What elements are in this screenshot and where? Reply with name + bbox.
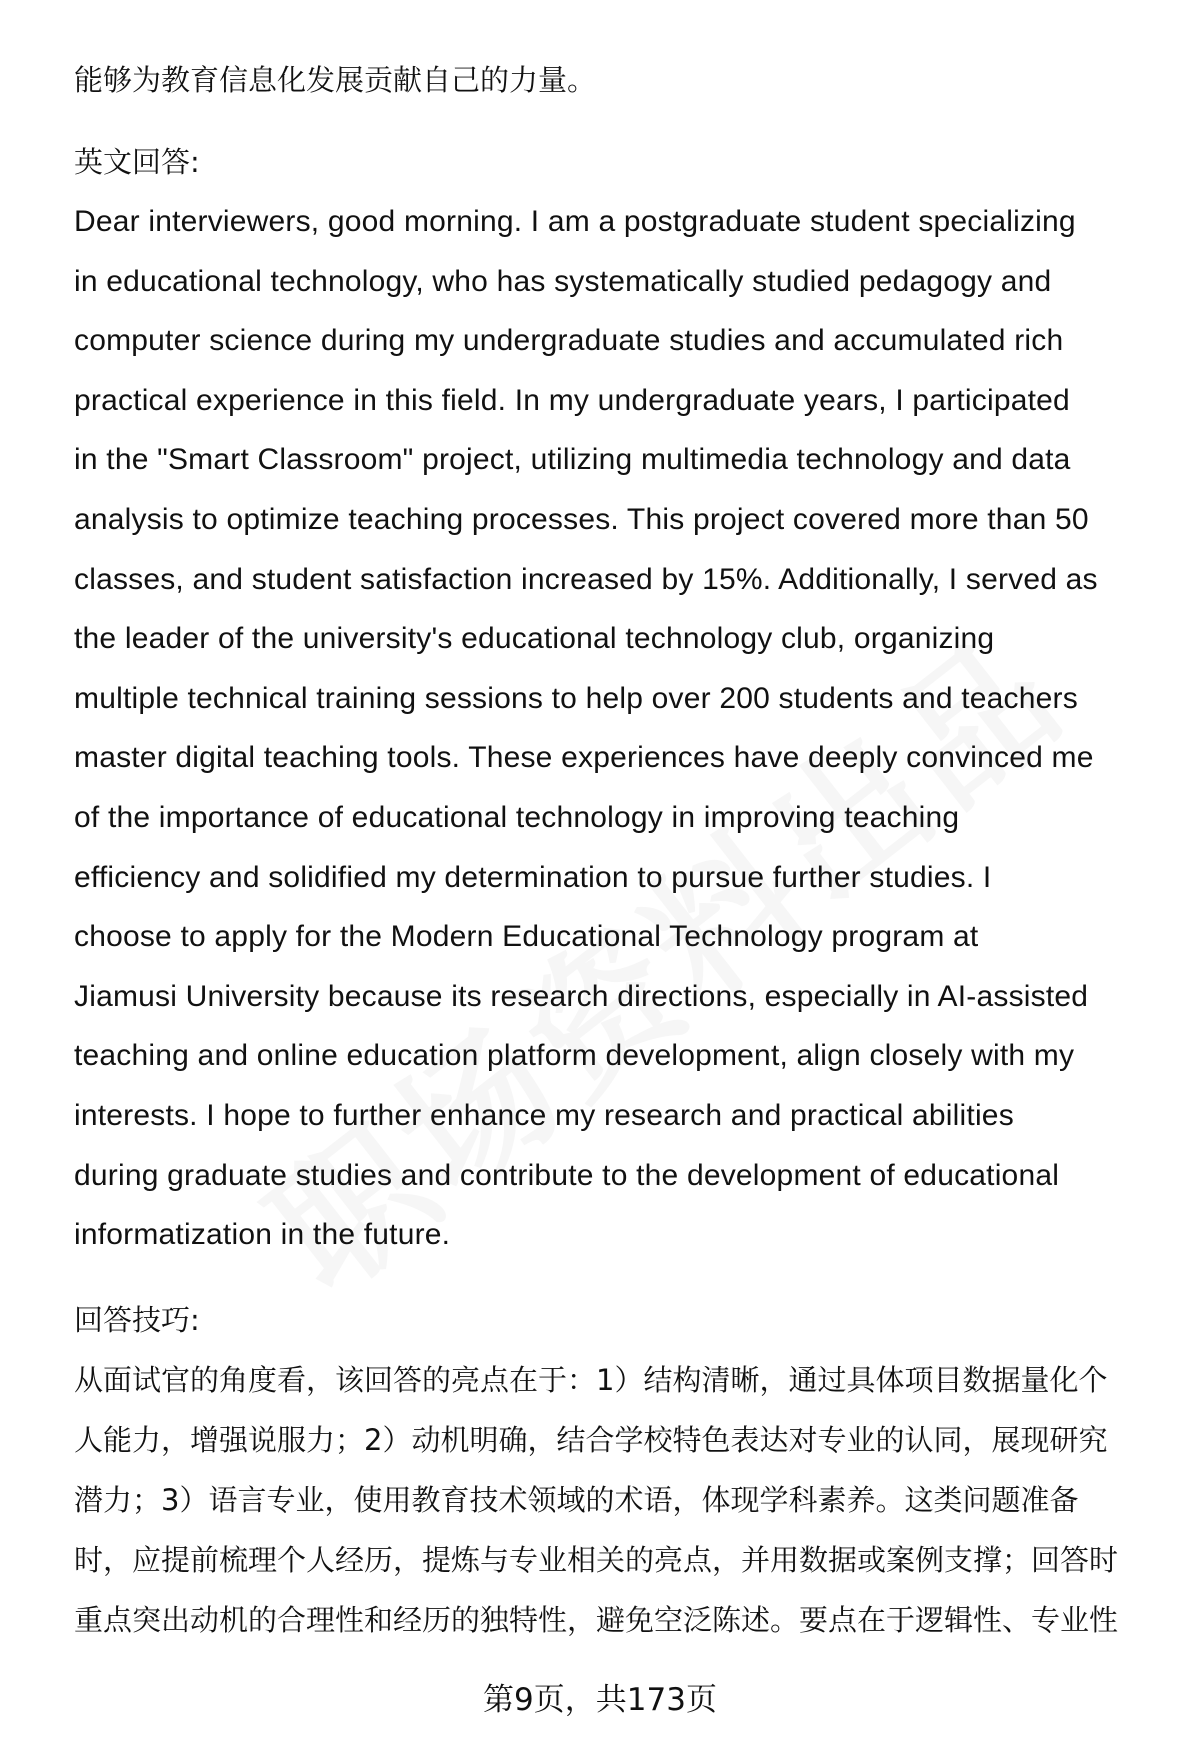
english-answer-line: computer science during my undergraduate studies and accumulated rich — [74, 324, 1064, 358]
english-answer-line: in the "Smart Classroom" project, utilizing multimedia technology and data — [74, 443, 1071, 477]
answer-tips-line: 人能力，增强说服力；2）动机明确，结合学校特色表达对专业的认同，展现研究 — [74, 1422, 1108, 1457]
english-answer-line: Dear interviewers, good morning. I am a postgraduate student specializing — [74, 205, 1076, 238]
english-answer-line: of the importance of educational technology in improving teaching — [74, 800, 960, 834]
english-answer-line: analysis to optimize teaching processes. This project covered more than 50 — [74, 502, 1089, 536]
english-answer-line: master digital teaching tools. These experiences have deeply convinced me — [74, 741, 1094, 775]
english-answer-line: teaching and online education platform development, align closely with my — [74, 1039, 1075, 1073]
answer-tips-paragraph — [74, 1350, 1154, 1650]
english-answer-line: interests. I hope to further enhance my research and practical abilities — [74, 1098, 1014, 1132]
english-answer-line: the leader of the university's educational technology club, organizing — [74, 622, 995, 656]
english-answer-line: choose to apply for the Modern Educational Technology program at — [74, 920, 979, 954]
page-content — [74, 50, 1154, 1650]
answer-tips-line: 时，应提前梳理个人经历，提炼与专业相关的亮点，并用数据或案例支撑；回答时 — [74, 1542, 1119, 1577]
spacer — [74, 110, 1154, 132]
english-answer-line: multiple technical training sessions to help over 200 students and teachers — [74, 681, 1078, 715]
intro-line: 能够为教育信息化发展贡献自己的力量。 — [74, 63, 597, 97]
answer-tips-line: 潜力；3）语言专业，使用教育技术领域的术语，体现学科素养。这类问题准备 — [74, 1482, 1079, 1517]
english-answer-line: in educational technology, who has systematically studied pedagogy and — [74, 264, 1052, 298]
english-answer-paragraph — [74, 192, 1154, 1265]
spacer — [74, 1265, 1154, 1290]
english-answer-line: Jiamusi University because its research directions, especially in AI-assisted — [74, 979, 1089, 1013]
answer-tips-line: 从面试官的角度看，该回答的亮点在于：1）结构清晰，通过具体项目数据量化个 — [74, 1362, 1108, 1397]
answer-tips-line: 重点突出动机的合理性和经历的独特性，避免空泛陈述。要点在于逻辑性、专业性 — [74, 1602, 1119, 1637]
english-answer-line: practical experience in this field. In my undergraduate years, I participated — [74, 383, 1070, 417]
english-answer-line: informatization in the future. — [74, 1218, 451, 1252]
english-answer-line: during graduate studies and contribute to the development of educational — [74, 1158, 1060, 1192]
english-answer-label: 英文回答: — [74, 145, 200, 179]
answer-tips-label: 回答技巧: — [74, 1302, 200, 1337]
page-number-footer: 第9页，共173页 — [483, 1682, 717, 1718]
english-answer-line: classes, and student satisfaction increased by 15%. Additionally, I served as — [74, 562, 1098, 596]
english-answer-line: efficiency and solidified my determination to pursue further studies. I — [74, 860, 992, 894]
